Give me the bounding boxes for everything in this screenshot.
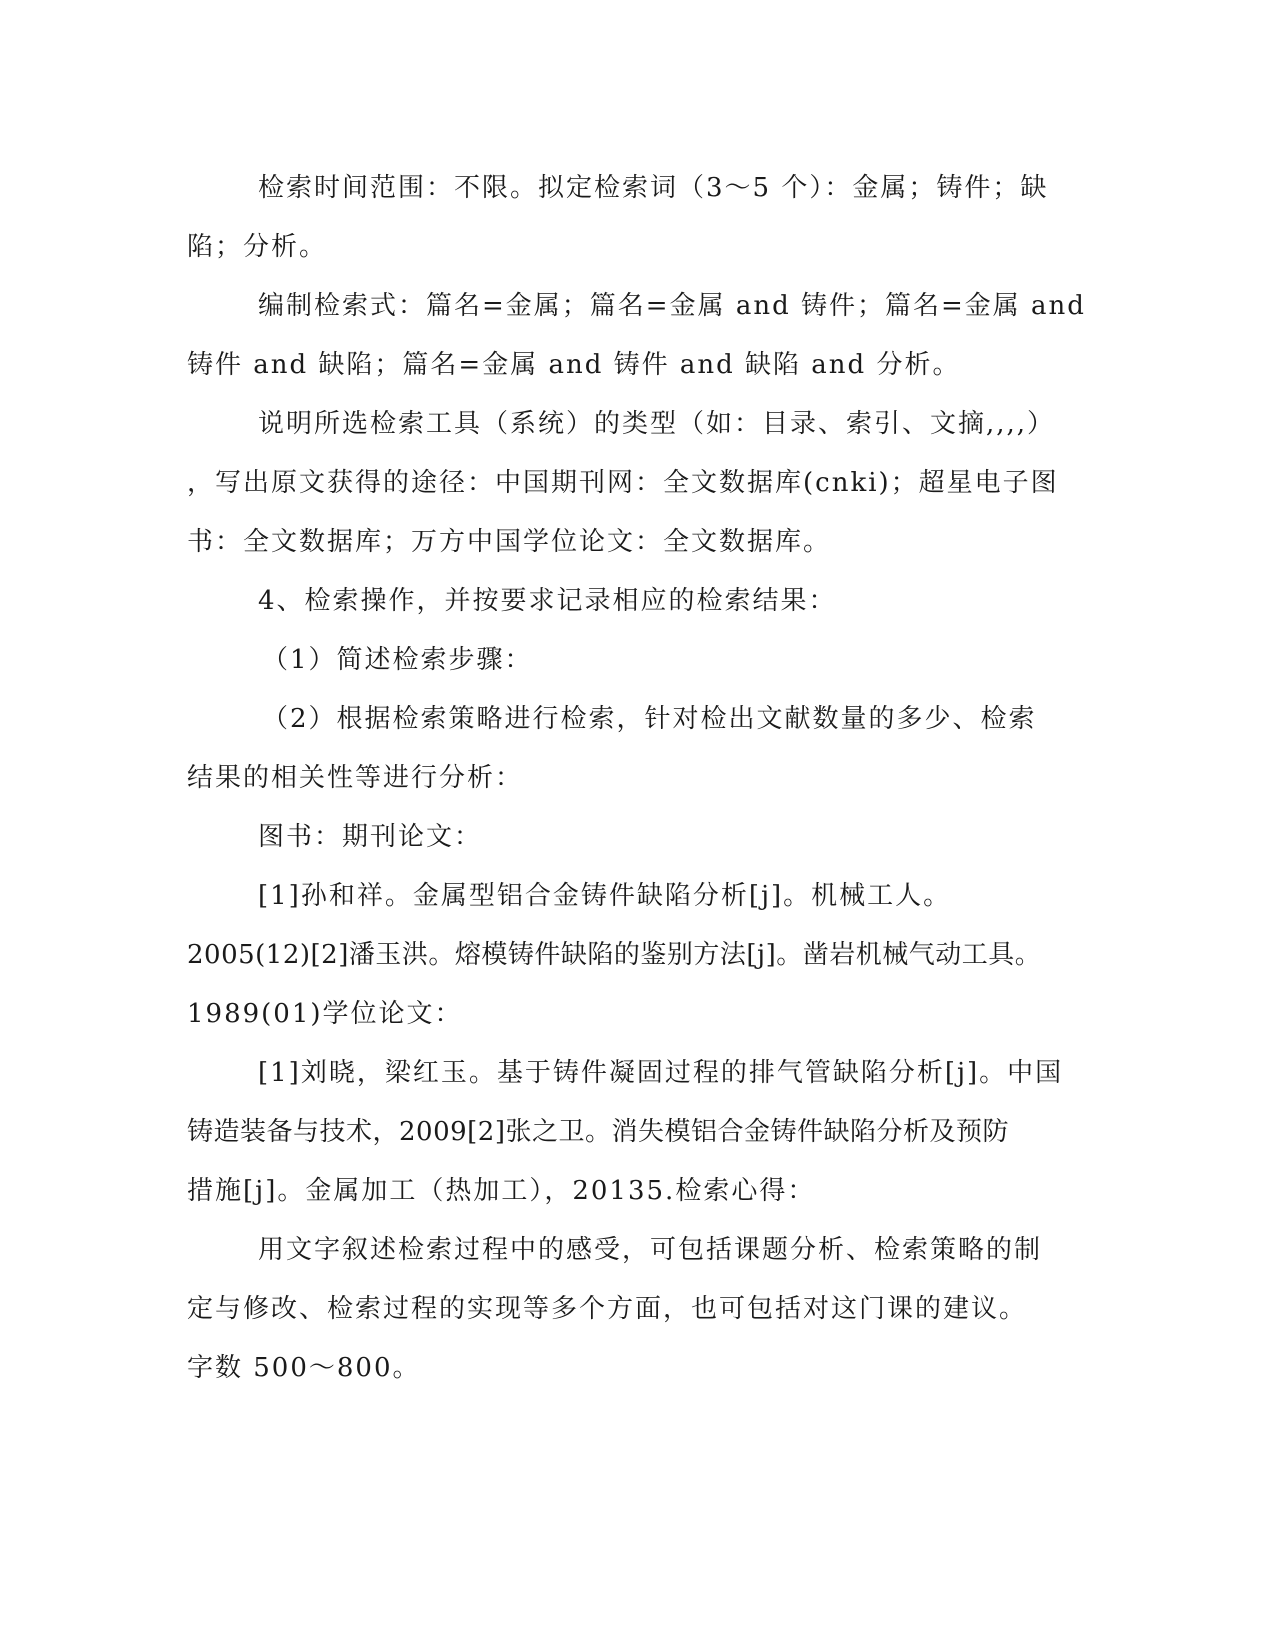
text-line: [0, 994, 1275, 1034]
text-line-content: 编制检索式：篇名=金属；篇名=金属 and 铸件；篇名=金属 and: [258, 291, 1086, 321]
text-line: [0, 168, 1275, 208]
text-line: [0, 1230, 1275, 1270]
text-line-content: 铸造装备与技术，2009[2]张之卫。消失模铝合金铸件缺陷分析及预防: [187, 1117, 1009, 1147]
text-line: [0, 1112, 1275, 1152]
text-line-content: 铸件 and 缺陷；篇名=金属 and 铸件 and 缺陷 and 分析。: [187, 350, 961, 380]
text-line-content: （2）根据检索策略进行检索，针对检出文献数量的多少、检索: [262, 704, 1037, 734]
text-line-content: 用文字叙述检索过程中的感受，可包括课题分析、检索策略的制: [258, 1235, 1043, 1265]
text-line: [0, 404, 1275, 444]
text-line-content: [1]孙和祥。金属型铝合金铸件缺陷分析[j]。机械工人。: [258, 881, 952, 911]
text-line: [0, 817, 1275, 857]
text-line-content: ，写出原文获得的途径：中国期刊网：全文数据库(cnki)；超星电子图: [187, 468, 1059, 498]
text-line: [0, 286, 1275, 326]
text-line: [0, 1348, 1275, 1388]
text-line-content: 措施[j]。金属加工（热加工），20135.检索心得：: [187, 1176, 816, 1206]
text-line: [0, 345, 1275, 385]
text-line-content: 陷；分析。: [187, 232, 328, 262]
text-line: [0, 640, 1275, 680]
text-line-content: 结果的相关性等进行分析：: [187, 763, 524, 793]
text-line-content: （1）简述检索步骤：: [262, 645, 533, 675]
text-line-content: 说明所选检索工具（系统）的类型（如：目录、索引、文摘,,,,）: [258, 409, 1056, 439]
text-line: [0, 876, 1275, 916]
text-line-content: 4、检索操作，并按要求记录相应的检索结果：: [258, 586, 837, 616]
text-line-content: [1]刘晓，梁红玉。基于铸件凝固过程的排气管缺陷分析[j]。中国: [258, 1058, 1064, 1088]
text-line-content: 字数 500～800。: [187, 1353, 421, 1383]
text-line: [0, 581, 1275, 621]
text-line: [0, 463, 1275, 503]
text-line-content: 2005(12)[2]潘玉洪。熔模铸件缺陷的鉴别方法[j]。凿岩机械气动工具。: [187, 940, 1042, 970]
text-line-content: 1989(01)学位论文：: [187, 999, 463, 1029]
text-line: [0, 1289, 1275, 1329]
text-line: [0, 699, 1275, 739]
text-line-content: 图书：期刊论文：: [258, 822, 483, 852]
text-line-content: 书：全文数据库；万方中国学位论文：全文数据库。: [187, 527, 832, 557]
text-line: [0, 1053, 1275, 1093]
text-line-content: 检索时间范围：不限。拟定检索词（3～5 个）：金属；铸件；缺: [258, 173, 1049, 203]
text-line: [0, 935, 1275, 975]
text-line: [0, 522, 1275, 562]
text-line: [0, 758, 1275, 798]
text-line: [0, 227, 1275, 267]
text-line-content: 定与修改、检索过程的实现等多个方面，也可包括对这门课的建议。: [187, 1294, 1028, 1324]
text-line: [0, 1171, 1275, 1211]
